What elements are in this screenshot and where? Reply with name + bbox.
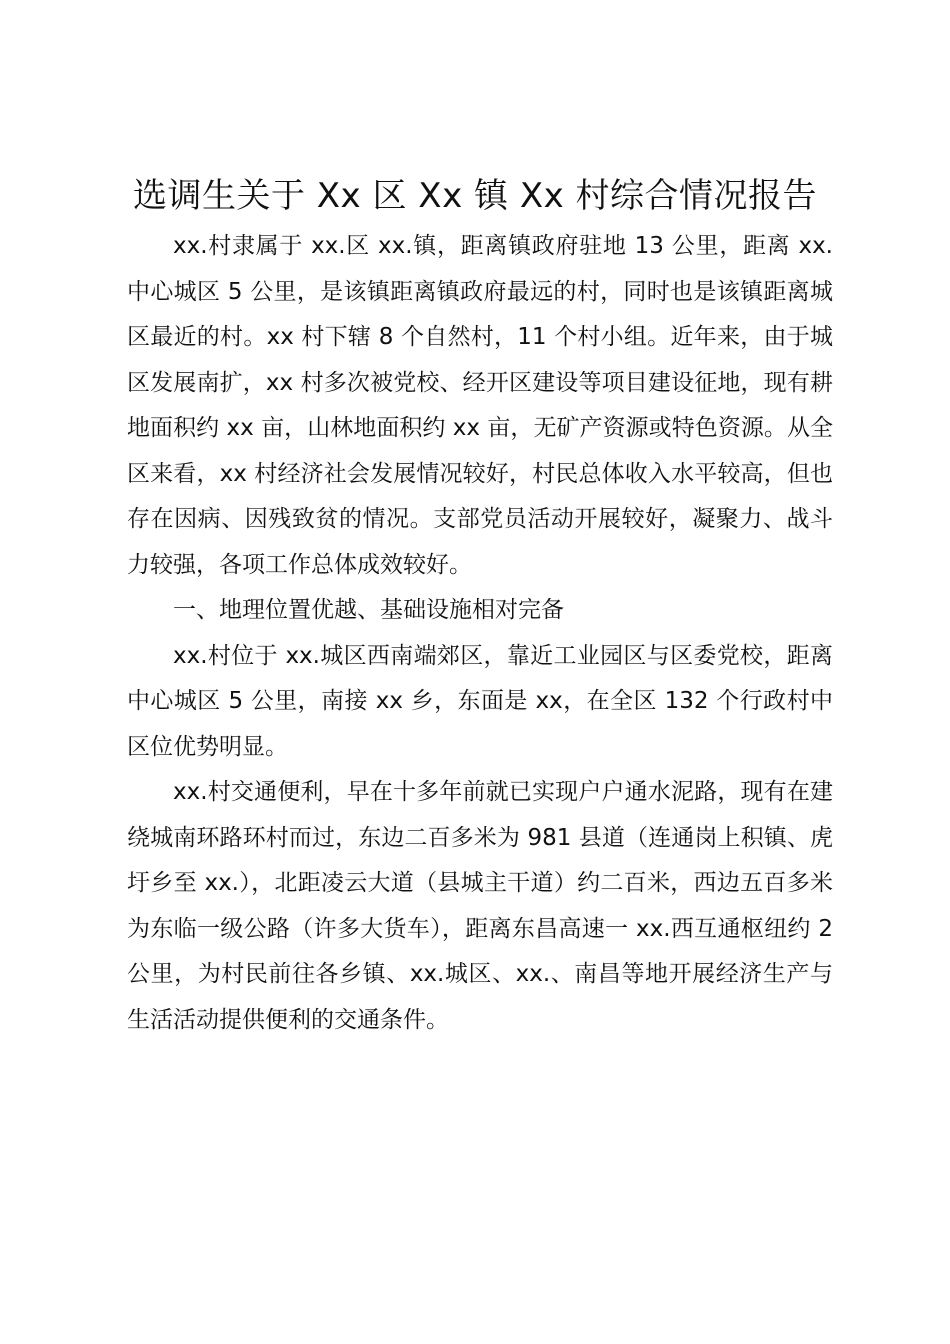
document-body bbox=[127, 224, 833, 1043]
section1-paragraph-location: xx.村位于 xx.城区西南端郊区，靠近工业园区与区委党校，距离中心城区 5 公里，南接 xx 乡，东面是 xx，在全区 132 个行政村中区位优势明显。 bbox=[127, 642, 833, 760]
section1-paragraph-transport: xx.村交通便利，早在十多年前就已实现户户通水泥路，现有在建绕城南环路环村而过，东边二百多米为 981 县道（连通岗上积镇、虎圩乡至 xx.），北距凌云大道（县城主干道）约二百米，西边五百多米为东临一级公路（许多大货车），距离东昌高速一 xx.西互通枢纽约 2 公里，为村民前往各乡镇、xx.城区、xx.、南昌等地开展经济生产与生活活动提供便利的交通条件。 bbox=[127, 779, 833, 1033]
section-heading-1: 一、地理位置优越、基础设施相对完备 bbox=[173, 597, 564, 623]
document-title: 选调生关于 Xx 区 Xx 镇 Xx 村综合情况报告 bbox=[132, 176, 818, 216]
intro-paragraph: xx.村隶属于 xx.区 xx.镇，距离镇政府驻地 13 公里，距离 xx.中心城区 5 公里，是该镇距离镇政府最远的村，同时也是该镇距离城区最近的村。xx 村下辖 8 个自然村，11 个村小组。近年来，由于城区发展南扩，xx 村多次被党校、经开区建设等项目建设征地，现有耕地面积约 xx 亩，山林地面积约 xx 亩，无矿产资源或特色资源。从全区来看，xx 村经济社会发展情况较好，村民总体收入水平较高，但也存在因病、因残致贫的情况。支部党员活动开展较好，凝聚力、战斗力较强，各项工作总体成效较好。 bbox=[127, 233, 833, 578]
